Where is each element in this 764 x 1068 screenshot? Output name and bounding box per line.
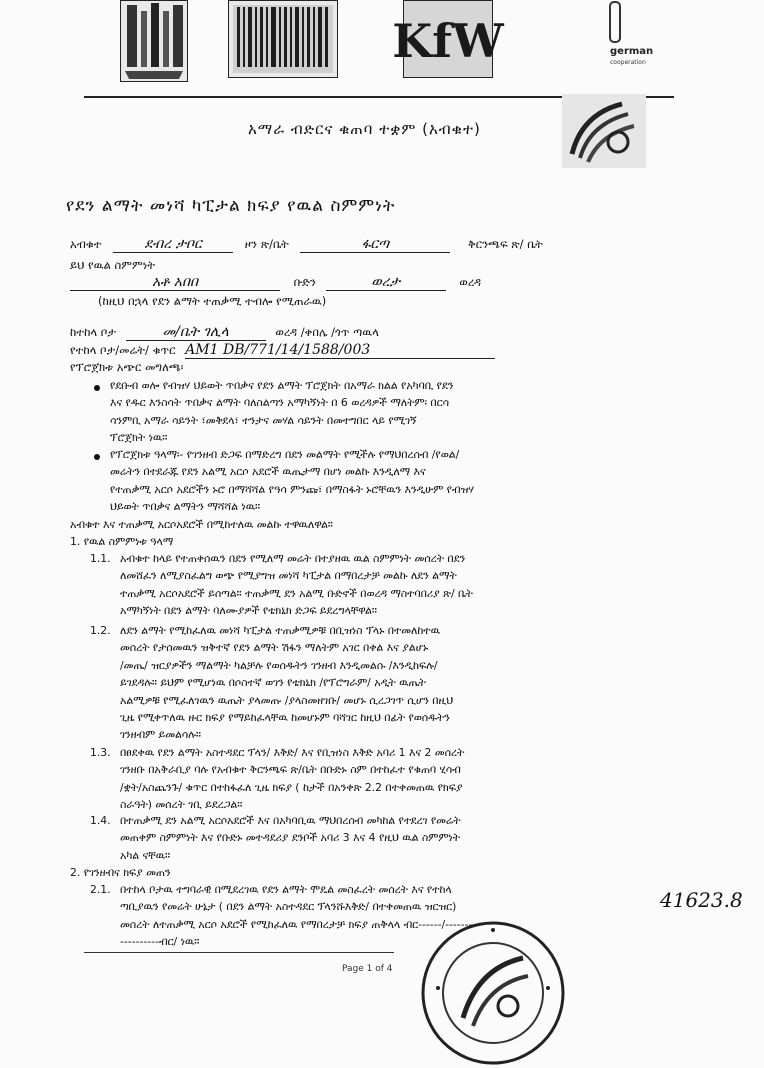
document-title: የደን ልማት መነሻ ካፒታል ክፍያ የዉል ስምምነት xyxy=(66,196,396,216)
beneficiary-note: (ከዚህ በኋላ የደን ልማት ተጠቃሚ ተብሎ የሚጠራዉ) xyxy=(98,294,327,308)
field-row-branch xyxy=(70,236,543,253)
bullet-marker xyxy=(94,385,100,391)
giz-logo-sub: cooperation xyxy=(610,59,646,66)
clause-2-1: በተከላ ቦታዉ ተግባራዊ በሚደረገዉ የደን ልማት ሞዴል መስፈረት መሰረት እና የተከላ ጣቢያዉን የመሬት ሁኔታ ( በደን ልማት አስተዳደር ፕላንሹእቅድ/ በተቀመጠዉ ዝርዝር) መሰረት ለተጠቃሚ አርሶ አደሮች የሚከፈለዉ የማበረታቻ ክፍያ ጠቅላላ ብር------/-------- ----------ብር/ ነዉ። xyxy=(120,883,477,949)
bullet-project-objective: የፕሮጀክቱ ዓላማ፡- የገንዘብ ድጋፍ በማድረግ በደን መልማት የሚችሉ የማህበረሰብ /የወል/ መሬትን በተደራጁ የደን አልሚ አርሶ አደሮች ዉጤታማ በሆነ መልኩ እንዲለማ እና የተጠቃሚ አርሶ አደሮችን ኑሮ በማሻሻል የዓሳ ምንጩ፣ በማስፋት ኑሮቸዉን እንዲሁም የብዝሃ ህይወት ጥበቃና ልማትን ማሻሻል ነዉ። xyxy=(110,448,475,514)
giz-logo xyxy=(604,0,674,78)
clause-1-3: በፀደቀዉ የደን ልማት አስተዳደር ፕላን/ እቅድ/ እና የቢዝነስ እቅድ አባሪ 1 እና 2 መሰረት ገንዘቡ በአቅራቢያ ባሉ የአብቁተ ቅርንጫፍ ጽ/ቤት በቡድኑ ስም በተከፈተ የቁጠባ ሂሳብ /ቋት/አስጨንጉ/ ቁጥር በተከፋፈለ ጊዜ ክፍያ ( ከታች በአንቀጽ 2.2 በተቀመጠዉ የክፍያ ስራዓት) መሰረት ገቢ ይደረጋል። xyxy=(120,746,465,812)
official-stamp xyxy=(418,918,568,1068)
label-group: ቡድን xyxy=(293,275,316,289)
kfw-logo xyxy=(392,0,504,78)
handwritten-amount: 41623.8 xyxy=(660,888,743,912)
amhara-emblem-logo xyxy=(120,0,188,82)
footer-divider xyxy=(84,952,394,953)
clause-number: 1.4. xyxy=(90,814,111,827)
value-group: ወረታ xyxy=(326,274,446,291)
label-zone-office: ዞን ጽ/ቤት xyxy=(244,237,289,251)
clause-number: 1.3. xyxy=(90,746,111,759)
label-site-number: የተከላ ቦታ/መሬት/ ቁጥር xyxy=(70,343,176,357)
clause-1-2: ለደን ልማት የሚከፈለዉ መነሻ ካፒታል ተጠቃሚዎቹ በቢዝነስ ፕላኑ በተመለከተዉ መሰረት የታሰመዉን ዝቅተኛ የደን ልማት ሽፋን ማለትም አገር በቀል እና ያልሆኑ /መጤ/ ዝርያዎችን ማልማት ካልቻሉ የወሰዱትን ገንዘብ እንዲመልሱ /እንዲከፍሉ/ ይገደዳሉ። ይህም የሚሆነዉ በሶስተኛ ወገን የቴክኒክ /የፕሮግራም/ አዲት ዉጤት አልሚዎቹ የሚፈለገዉን ዉጤት ያላመጡ /ያላስመዘገቡ/ መሆኑ ሲረጋገጥ ሲሆን በዚህ ጊዜ የሚቀጥለዉ ዙር ክፍያ የማይከፈላቸዉ ከመሆኑም ባሻገር ከዚህ በፊት የወሰዱትን ገንዘብም ይመልሳሉ። xyxy=(120,624,454,742)
field-row-planting-site xyxy=(70,324,379,341)
value-zone-office: ፋርጣ xyxy=(300,236,450,253)
acsi-logo xyxy=(562,94,646,168)
clause-number: 2.1. xyxy=(90,883,111,896)
label-branch-office: ቅርንጫፍ ጽ/ ቤት xyxy=(468,237,543,251)
field-row-group xyxy=(70,274,481,291)
giz-logo-text: german xyxy=(610,46,654,57)
bullet-project-background: የደቡብ ወሎ የብዝሃ ህይወት ጥበቃና የደን ልማት ፕሮጀክት በአማራ ክልል የአካባቢ የደን እና የዱር እንስሳት ጥበቃና ልማት ባለስልጣን አማካኝነት በ 6 ወረዳዎች ማለትም፡ በርሳ ሳንምቢ አማራ ሳይንት ፣መቅደላ፣ ተንታና መሃል ሳይንት በመተግበር ላይ የሚገኝ ፕሮጀክት ነዉ። xyxy=(110,379,454,445)
value-site-number: AM1 DB/771/14/1588/003 xyxy=(185,342,495,359)
field-row-site-number xyxy=(70,342,495,359)
section2-heading: 2. የገንዘብና ክፍያ መጠን xyxy=(70,866,171,879)
value-acsi: ደብረ ታቦር xyxy=(113,236,233,253)
label-woreda: ወረዳ xyxy=(459,275,482,289)
clause-number: 1.1. xyxy=(90,552,111,565)
label-woreda-kebele: ወረዳ /ቀበሌ /ጎጥ ጣዉላ xyxy=(275,325,379,339)
section1-heading: 1. የዉል ስምምነቱ ዓላማ xyxy=(70,535,174,548)
clause-1-1: አብቁተ ከላይ የተጠቀሰዉን በደን የሚለማ መሬት በተያዘዉ ዉል ስምምነት መሰረት በደን ለመሸፈን ለሚያስፈልግ ወጭ የሚያግዝ መነሻ ካፒታል በማበረታቻ መልኩ ለደን ልማት ተጠቃሚ አርሶአደሮች ይሰጣል። ተጠቃሚ ደን አልሚ ቡድኖች በወረዳ ማስተባበሪያ ጽ/ ቤት አማካኝነት በደን ልማት ባለሙያዎች የቴክኒክ ድጋፍ ይደረግላቸዋል። xyxy=(120,552,473,618)
clause-number: 1.2. xyxy=(90,624,111,637)
clause-1-4: በተጠቃሚ ደን አልሚ አርሶአደሮች እና በአካባቢዉ ማህበረሰብ መካከል የተደረገ የመሬት መጠቀም ስምምነት እና የቡድኑ መተዳደሪያ ደንቦች አባሪ 3 እና 4 የዚህ ዉል ስምምነት አካል ናቸዉ። xyxy=(120,814,461,862)
label-planting-site: ከተከላ ቦታ xyxy=(70,325,116,339)
page-number: Page 1 of 4 xyxy=(342,964,393,974)
value-planting-site: መ/ቤት ገሊላ xyxy=(126,324,266,341)
label-acsi: አብቁተ xyxy=(70,237,102,251)
value-beneficiary: አቶ አበበ xyxy=(70,274,280,291)
building-logo xyxy=(228,0,338,78)
project-summary-label: የፕሮጀክቱ አጭር መግለጫ፡ xyxy=(70,360,184,374)
agreement-intro: አብቁተ እና ተጠቃሚ አርሶአደሮች በሚከተለዉ መልኩ ተዋዉለዋል። xyxy=(70,518,333,531)
bullet-marker xyxy=(94,454,100,460)
label-agreement-between: ይህ የዉል ስምምነት xyxy=(70,258,156,272)
kfw-logo-text: KfW xyxy=(392,14,504,68)
org-title: አማራ ብድርና ቁጠባ ተቋም (አብቁተ) xyxy=(248,120,481,138)
